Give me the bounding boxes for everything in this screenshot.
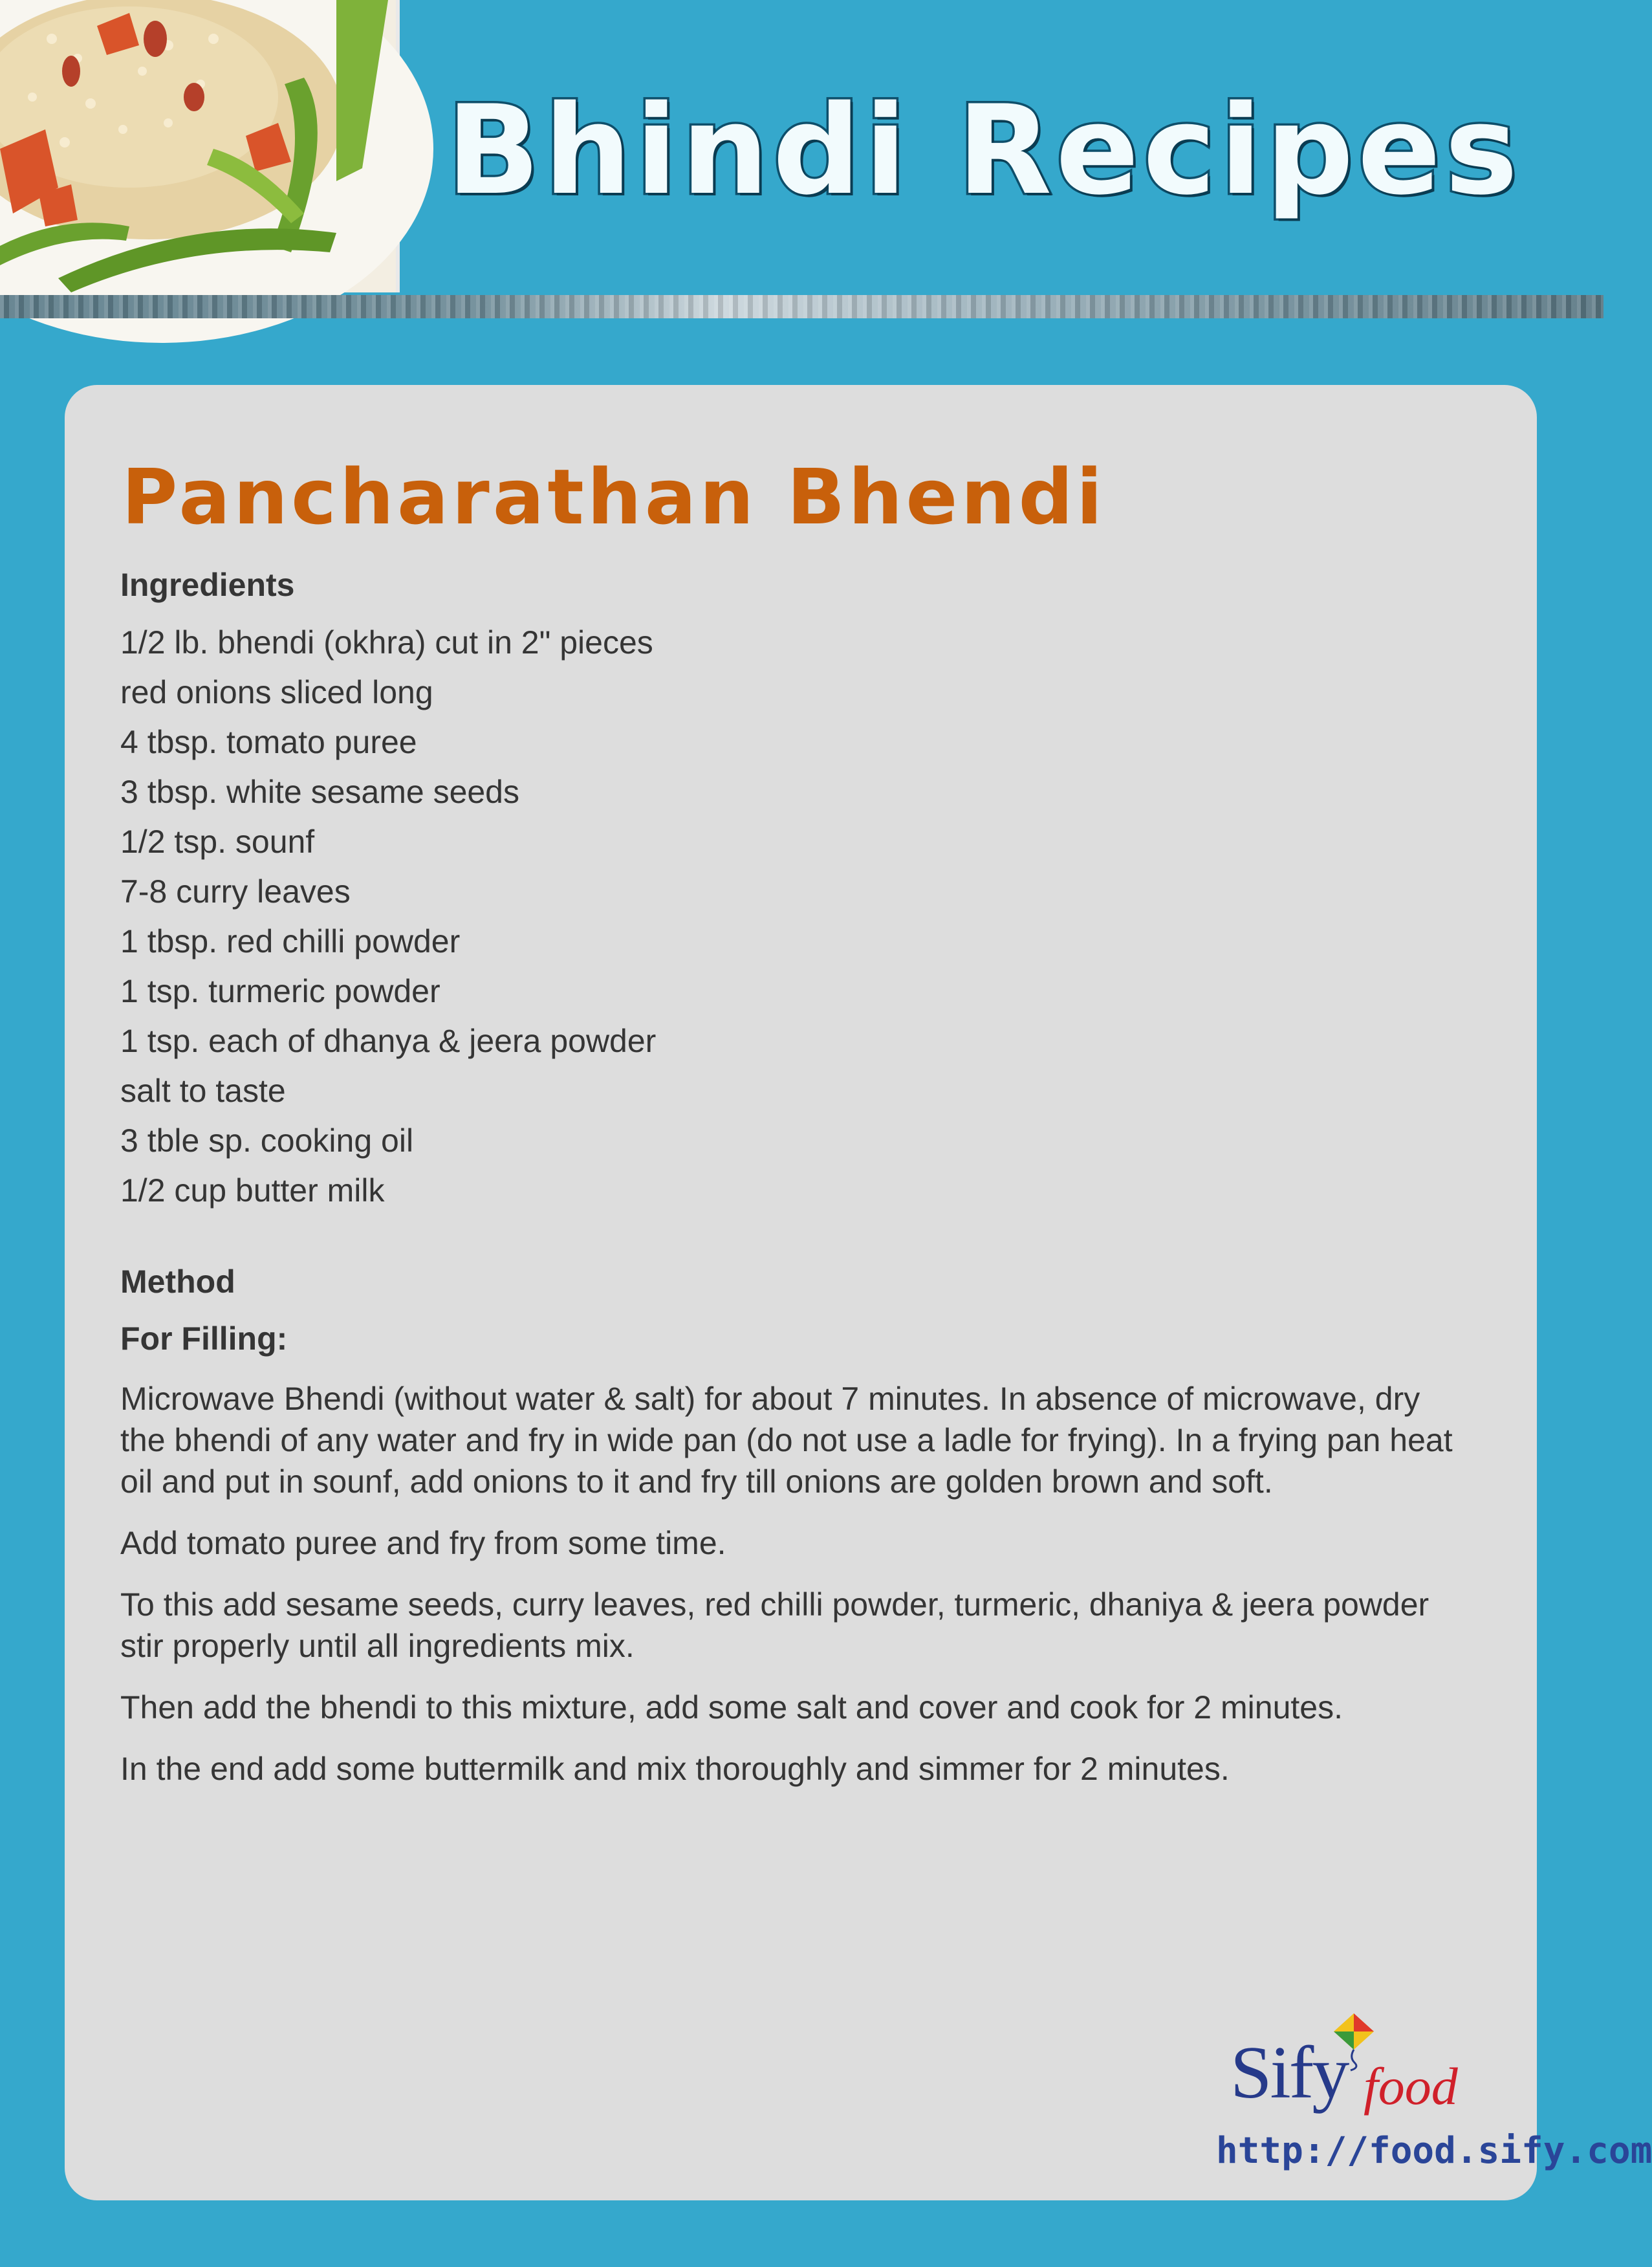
bhindi-dish-image (0, 0, 396, 292)
header-title: Bhindi Recipes (446, 79, 1522, 222)
food-photo (0, 0, 400, 292)
method-step: In the end add some buttermilk and mix thoroughly and simmer for 2 minutes. (120, 1751, 1230, 1787)
ingredient-item: 1/2 cup butter milk (120, 1172, 385, 1209)
sify-food-logo (1216, 2006, 1652, 2187)
method-step: To this add sesame seeds, curry leaves, red chilli powder, turmeric, dhaniya & jeera powder stir properly until all ingredients mix. (120, 1586, 1429, 1664)
ingredient-item: 1 tsp. turmeric powder (120, 973, 440, 1009)
logo-sub: food (1364, 2057, 1458, 2116)
logo-url[interactable]: http://food.sify.com (1216, 2130, 1652, 2172)
recipe-title: Pancharathan Bhendi (122, 452, 1106, 542)
method-step: Add tomato puree and fry from some time. (120, 1525, 726, 1561)
ingredient-item: 1 tsp. each of dhanya & jeera powder (120, 1023, 657, 1059)
method-steps (120, 1378, 1466, 1810)
ingredient-item: 7-8 curry leaves (120, 873, 351, 910)
logo-brand: Sify (1230, 2032, 1348, 2114)
method-step: Then add the bhendi to this mixture, add some salt and cover and cook for 2 minutes. (120, 1689, 1343, 1725)
header-banner (0, 0, 1603, 296)
method-step: Microwave Bhendi (without water & salt) for about 7 minutes. In absence of microwave, dry the bhendi of any water and fry in wide pan (do not use a ladle for frying). In a frying pan heat oil and put in sounf, add onions to it and fry till onions are golden brown and soft. (120, 1381, 1453, 1500)
ingredient-item: 4 tbsp. tomato puree (120, 724, 417, 760)
ingredient-item: salt to taste (120, 1073, 286, 1109)
ingredient-item: 1/2 lb. bhendi (okhra) cut in 2" pieces (120, 624, 653, 661)
header-divider (0, 295, 1603, 318)
ingredients-heading: Ingredients (120, 567, 295, 603)
ingredients-list (120, 618, 656, 1216)
ingredient-item: red onions sliced long (120, 674, 433, 710)
filling-heading: For Filling: (120, 1320, 288, 1357)
ingredient-item: 1/2 tsp. sounf (120, 824, 315, 860)
ingredient-item: 3 tbsp. white sesame seeds (120, 774, 519, 810)
ingredient-item: 3 tble sp. cooking oil (120, 1123, 414, 1159)
method-heading: Method (120, 1264, 235, 1300)
ingredient-item: 1 tbsp. red chilli powder (120, 923, 461, 959)
